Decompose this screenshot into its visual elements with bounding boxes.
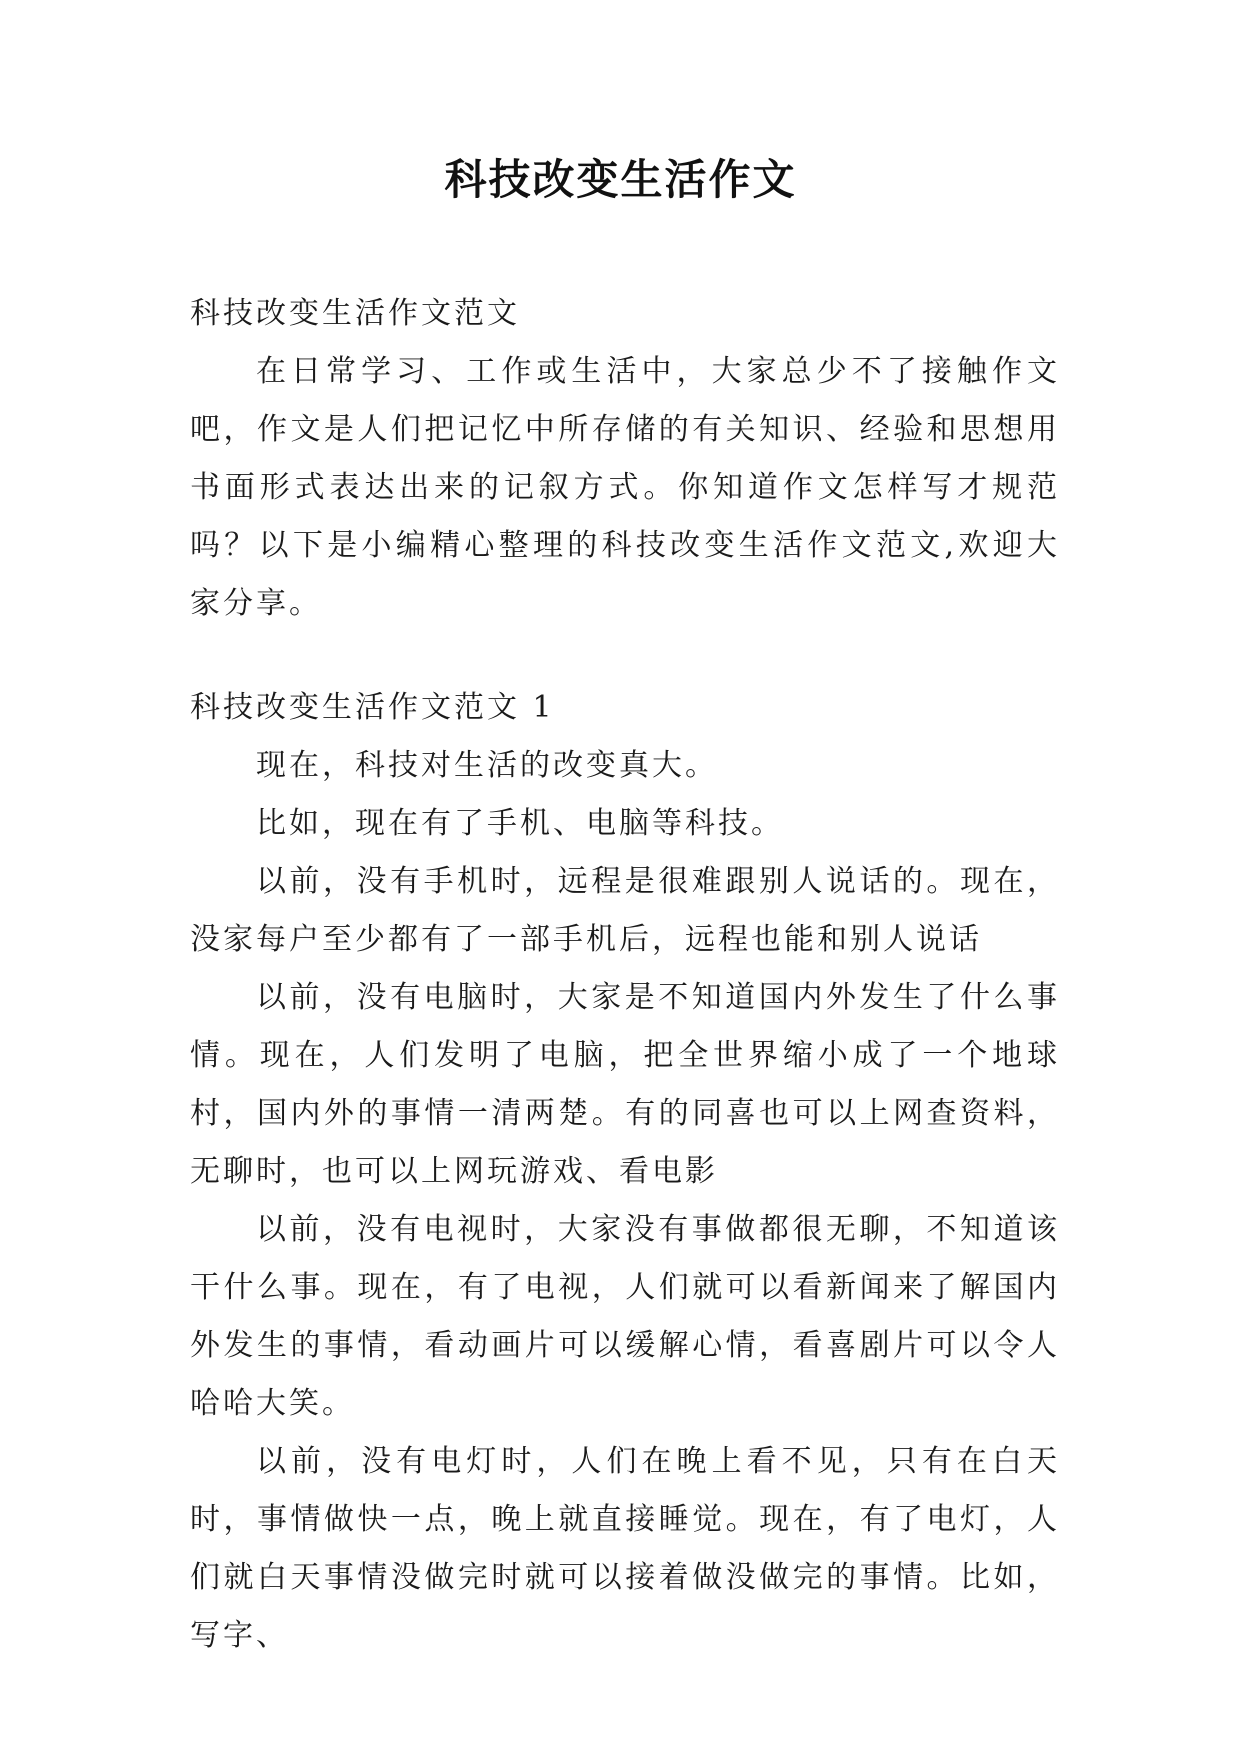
essay1-paragraph: 以前，没有电灯时，人们在晚上看不见，只有在白天时，事情做快一点，晚上就直接睡觉。现在，有了电灯，人们就白天事情没做完时就可以接着做没做完的事情。比如，写字、 xyxy=(190,1444,1060,1653)
document-body xyxy=(190,285,1060,1665)
intro-paragraph: 在日常学习、工作或生活中，大家总少不了接触作文吧，作文是人们把记忆中所存储的有关知识、经验和思想用书面形式表达出来的记叙方式。你知道作文怎样写才规范吗？以下是小编精心整理的科技改变生活作文范文,欢迎大家分享。 xyxy=(190,354,1060,621)
essay1-paragraph: 以前，没有手机时，远程是很难跟别人说话的。现在，没家每户至少都有了一部手机后，远程也能和别人说话 xyxy=(190,864,1060,957)
essay1-paragraph: 现在，科技对生活的改变真大。 xyxy=(256,748,718,783)
essay1-paragraph: 以前，没有电视时，大家没有事做都很无聊，不知道该干什么事。现在，有了电视，人们就可以看新闻来了解国内外发生的事情，看动画片可以缓解心情，看喜剧片可以令人哈哈大笑。 xyxy=(190,1212,1060,1421)
document-title: 科技改变生活作文 xyxy=(444,155,797,204)
essay1-paragraph: 比如，现在有了手机、电脑等科技。 xyxy=(256,806,784,841)
essay1-heading: 科技改变生活作文范文 1 xyxy=(190,690,555,725)
intro-heading: 科技改变生活作文范文 xyxy=(190,296,520,331)
section-gap xyxy=(190,633,1060,679)
essay1-paragraph: 以前，没有电脑时，大家是不知道国内外发生了什么事情。现在，人们发明了电脑，把全世界缩小成了一个地球村，国内外的事情一清两楚。有的同喜也可以上网查资料，无聊时，也可以上网玩游戏、看电影 xyxy=(190,980,1060,1189)
